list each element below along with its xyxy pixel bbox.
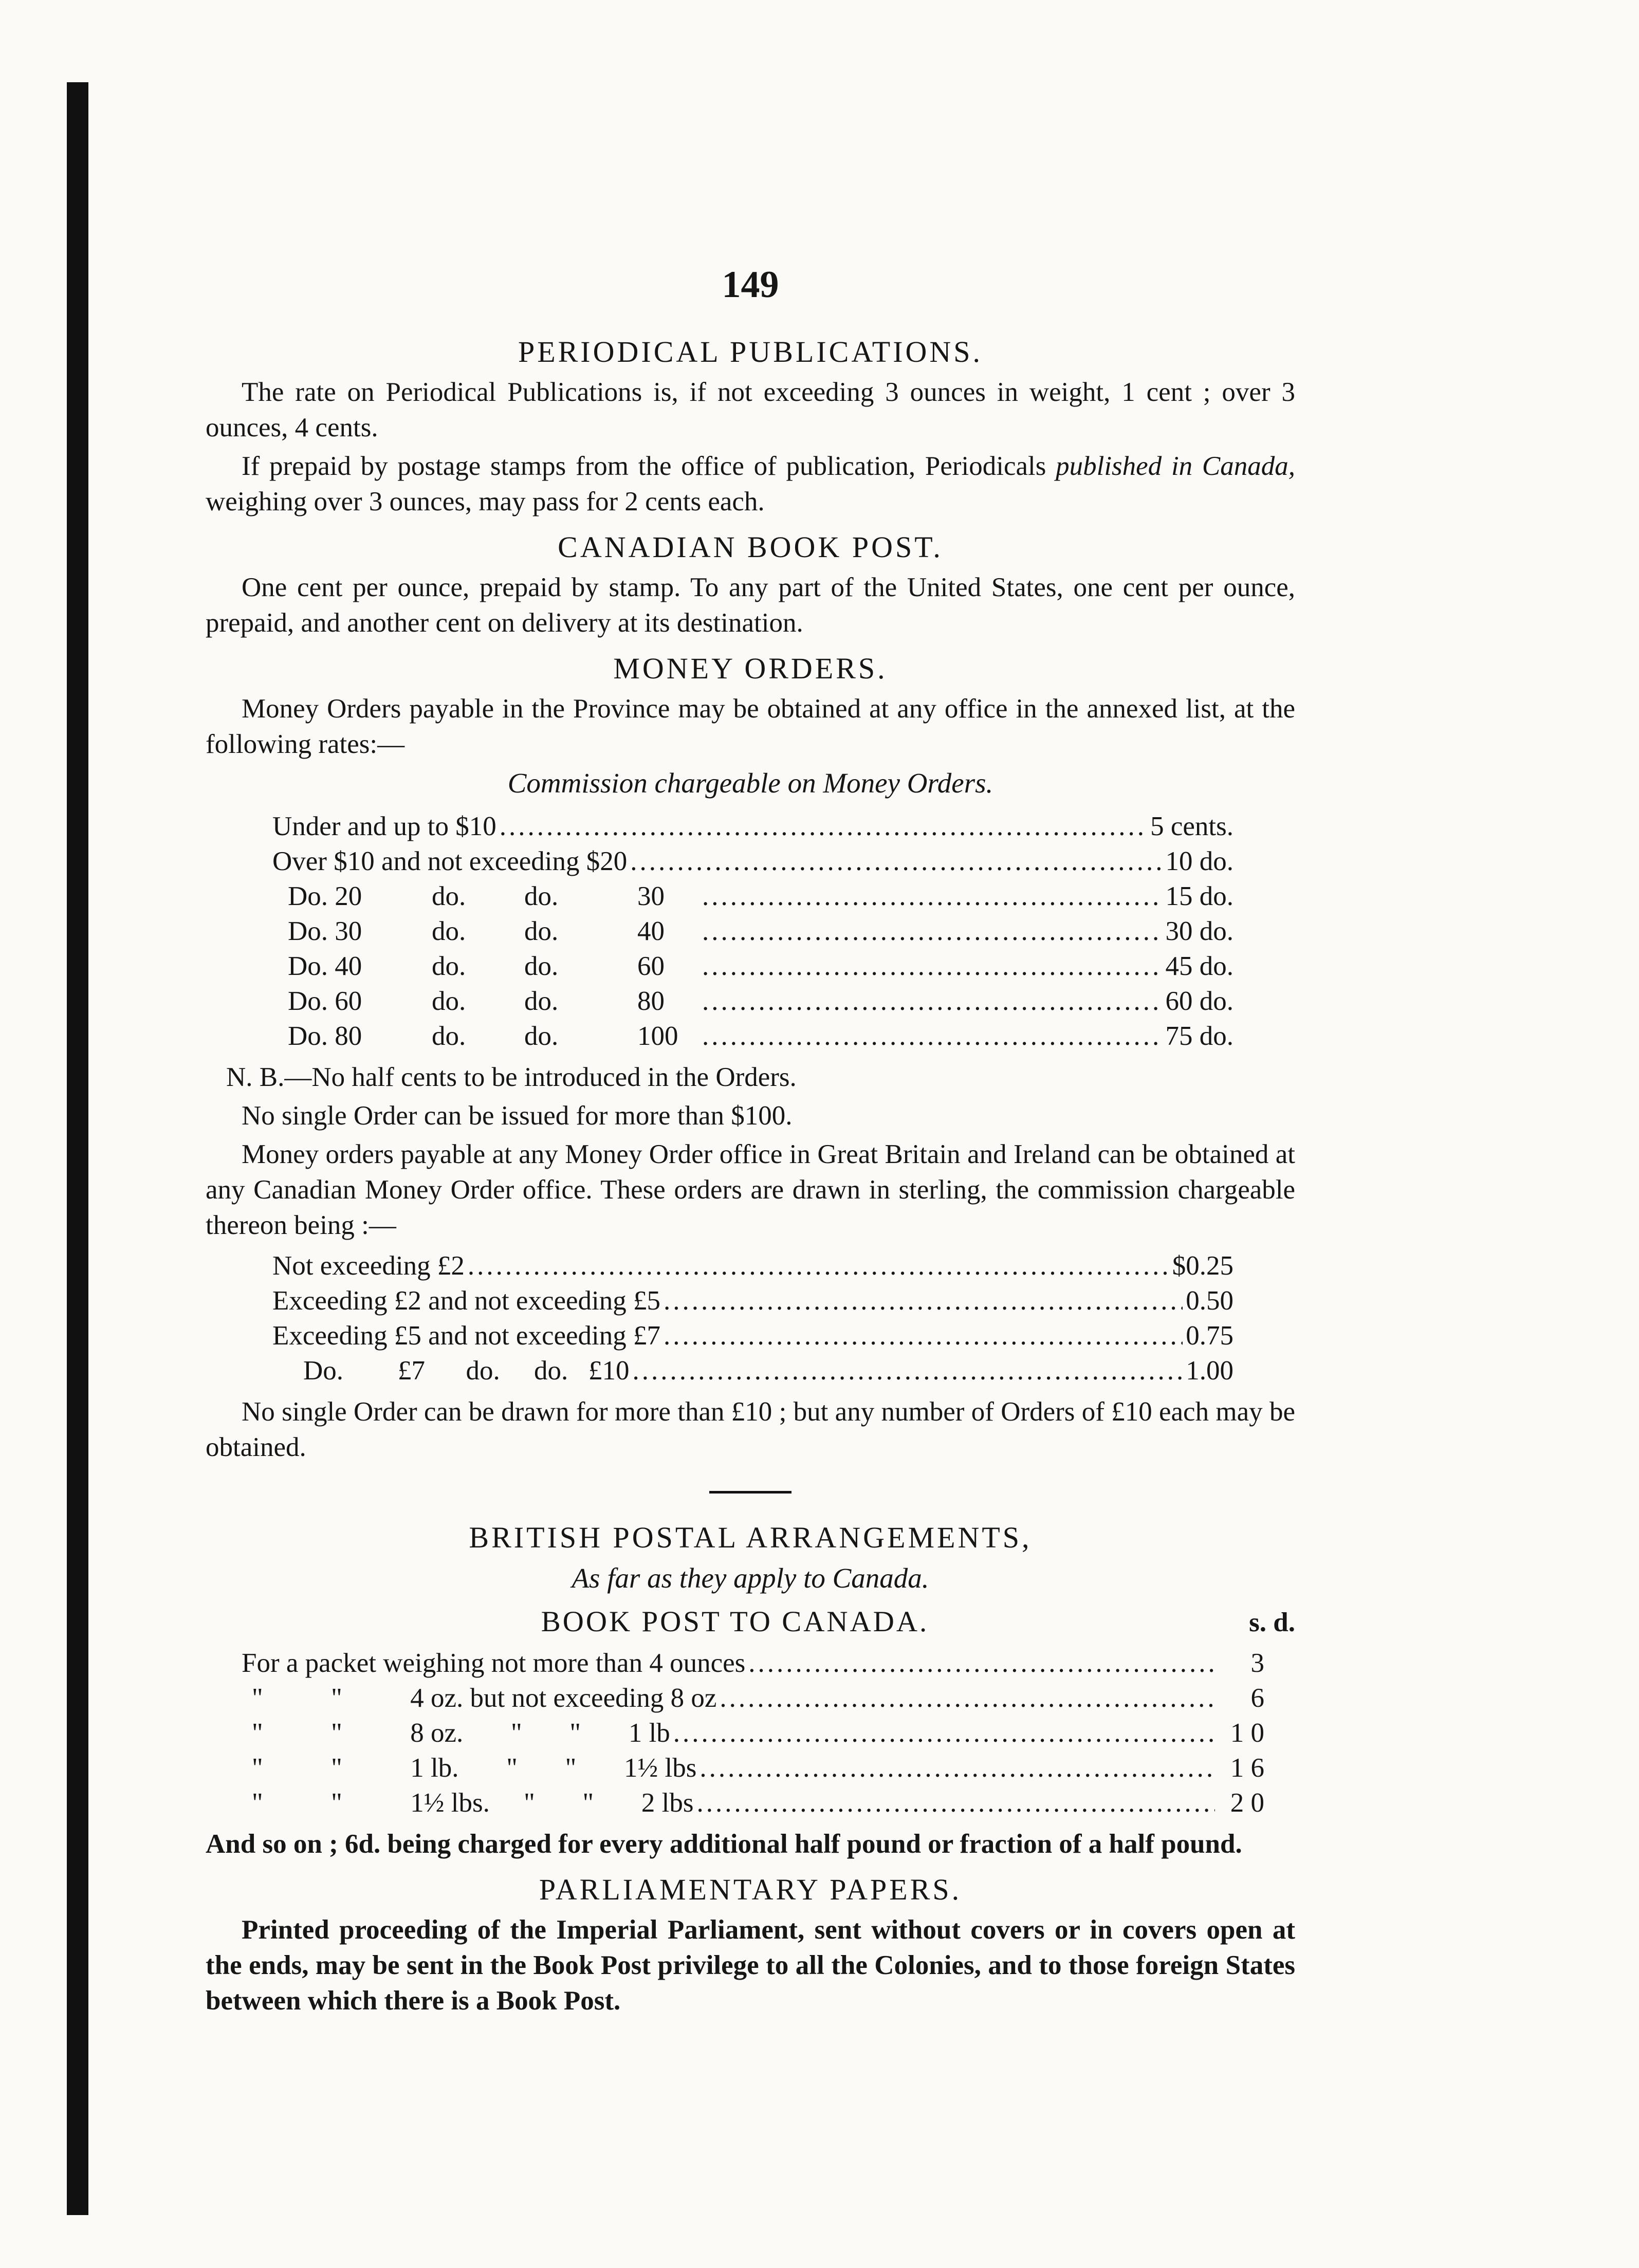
rate-to: 100 <box>637 1021 678 1051</box>
rate-amount: 45 do. <box>1165 951 1233 981</box>
periodical-paragraph: The rate on Periodical Publications is, if not exceeding 3 ounces in weight, 1 cent ; over 3 ounces, 4 cents. <box>206 377 1295 442</box>
book-spine-shadow <box>67 82 88 2215</box>
published-in-canada-text: published in Canada, <box>1056 451 1295 481</box>
table-row <box>272 879 1233 914</box>
rate-amount: 30 do. <box>1165 916 1233 946</box>
sterling-amount: 1.00 <box>1186 1356 1233 1386</box>
table-row <box>272 1248 1233 1283</box>
rate-amount: 75 do. <box>1165 1021 1233 1051</box>
sterling-amount: $0.25 <box>1172 1251 1233 1281</box>
commission-table <box>206 809 1295 1054</box>
rate-do: do. <box>524 1021 559 1051</box>
packet-label: " " 8 oz. " " 1 lb <box>252 1718 670 1748</box>
rate-amount: 60 do. <box>1165 986 1233 1016</box>
table-row <box>272 1353 1233 1388</box>
rate-to: 40 <box>637 916 665 946</box>
packet-charge: 1 0 <box>1230 1718 1264 1748</box>
parliamentary-paragraph: Printed proceeding of the Imperial Parliament, sent without covers or in covers open at the ends, may be sent in the Book Post privilege to all the Colonies, and to those foreign States between which there is a Book Post. <box>206 1915 1295 2016</box>
periodical-prepaid-paragraph <box>206 449 1295 520</box>
rate-do: do. <box>432 1021 466 1051</box>
sterling-label: Not exceeding £2 <box>272 1251 465 1281</box>
table-row <box>242 1750 1264 1785</box>
rate-amount: 15 do. <box>1165 881 1233 911</box>
table-row <box>272 1318 1233 1353</box>
section-divider <box>709 1491 791 1493</box>
table-row <box>272 809 1233 844</box>
rate-to: 80 <box>637 986 665 1016</box>
rate-to: 30 <box>637 881 665 911</box>
parliamentary-heading: PARLIAMENTARY PAPERS. <box>539 1873 962 1906</box>
rate-do: do. <box>524 986 559 1016</box>
sterling-label: Do. £7 do. do. £10 <box>303 1356 630 1386</box>
rate-do: do. <box>432 916 466 946</box>
table-row <box>242 1785 1264 1820</box>
money-orders-heading: MONEY ORDERS. <box>613 652 888 685</box>
rate-from: Do. 20 <box>288 881 362 911</box>
document-page <box>206 264 1295 2022</box>
periodical-heading: PERIODICAL PUBLICATIONS. <box>518 335 983 368</box>
rate-do: do. <box>432 881 466 911</box>
rate-amount: 10 do. <box>1165 846 1233 876</box>
final-money-paragraph: No single Order can be drawn for more than £10 ; but any number of Orders of £10 each may be obtained. <box>206 1397 1295 1462</box>
rate-from: Do. 80 <box>288 1021 362 1051</box>
packet-charge: 1 6 <box>1230 1753 1264 1783</box>
rate-from: Do. 60 <box>288 986 362 1016</box>
rate-do: do. <box>432 951 466 981</box>
table-row <box>242 1716 1264 1750</box>
sterling-amount: 0.50 <box>1186 1286 1233 1316</box>
book-post-canada-heading: BOOK POST TO CANADA. <box>541 1606 929 1638</box>
rate-do: do. <box>524 881 559 911</box>
packet-charge: 6 <box>1250 1683 1264 1713</box>
book-post-paragraph: One cent per ounce, prepaid by stamp. To any part of the United States, one cent per ounce, prepaid, and another cent on delivery at its destination. <box>206 573 1295 638</box>
commission-caption: Commission chargeable on Money Orders. <box>507 767 993 799</box>
table-row <box>272 984 1233 1019</box>
table-row <box>242 1681 1264 1716</box>
table-row <box>272 949 1233 984</box>
rate-do: do. <box>524 916 559 946</box>
rate-do: do. <box>432 986 466 1016</box>
british-subheading: As far as they apply to Canada. <box>572 1562 929 1594</box>
sterling-table <box>206 1248 1295 1388</box>
table-row <box>272 914 1233 949</box>
packet-label: " " 1 lb. " " 1½ lbs <box>252 1753 697 1783</box>
packet-label: For a packet weighing not more than 4 ounces <box>242 1648 746 1678</box>
packet-label: " " 1½ lbs. " " 2 lbs <box>252 1788 694 1818</box>
table-row <box>242 1646 1264 1681</box>
nb-note: N. B.—No half cents to be introduced in the Orders. <box>226 1062 797 1092</box>
rate-from: Do. 40 <box>288 951 362 981</box>
rate-label: Under and up to $10 <box>272 812 496 841</box>
rate-do: do. <box>524 951 559 981</box>
packet-charge: 3 <box>1250 1648 1264 1678</box>
table-row <box>272 1019 1233 1054</box>
book-post-table <box>206 1646 1295 1820</box>
money-orders-paragraph: Money Orders payable in the Province may be obtained at any office in the annexed list, at the following rates:— <box>206 694 1295 759</box>
sterling-label: Exceeding £5 and not exceeding £7 <box>272 1321 660 1351</box>
sterling-paragraph: Money orders payable at any Money Order office in Great Britain and Ireland can be obtained at any Canadian Money Order office. These orders are drawn in sterling, the commission chargeable thereon being :— <box>206 1139 1295 1240</box>
table-row <box>272 844 1233 879</box>
british-heading: BRITISH POSTAL ARRANGEMENTS, <box>469 1521 1032 1554</box>
single-order-limit: No single Order can be issued for more than $100. <box>242 1101 793 1131</box>
rate-amount: 5 cents. <box>1150 812 1233 841</box>
packet-charge: 2 0 <box>1230 1788 1264 1818</box>
sterling-label: Exceeding £2 and not exceeding £5 <box>272 1286 660 1316</box>
rate-label: Over $10 and not exceeding $20 <box>272 846 628 876</box>
sd-column-header: s. d. <box>1249 1608 1295 1637</box>
book-post-heading: CANADIAN BOOK POST. <box>558 530 943 564</box>
periodical-prepaid-text: If prepaid by postage stamps from the office of publication, Periodicals <box>242 451 1056 481</box>
additional-half-pound-note: And so on ; 6d. being charged for every additional half pound or fraction of a half pound. <box>206 1829 1242 1859</box>
packet-label: " " 4 oz. but not exceeding 8 oz <box>252 1683 717 1713</box>
periodical-prepaid-text-end: weighing over 3 ounces, may pass for 2 cents each. <box>206 487 765 517</box>
page-number: 149 <box>722 264 779 306</box>
table-row <box>272 1283 1233 1318</box>
book-post-canada-header <box>206 1604 1295 1640</box>
rate-to: 60 <box>637 951 665 981</box>
rate-from: Do. 30 <box>288 916 362 946</box>
sterling-amount: 0.75 <box>1186 1321 1233 1351</box>
